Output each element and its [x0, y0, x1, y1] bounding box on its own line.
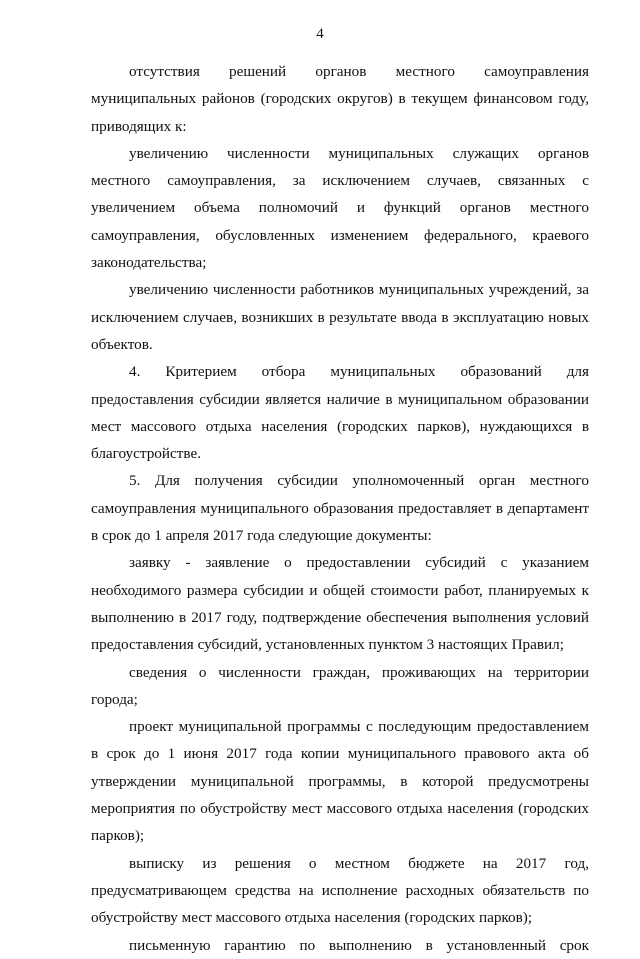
document-body [91, 58, 589, 959]
paragraph-staff-increase: увеличению численности муниципальных служащих органов местного самоуправления, за исключением случаев, связанных с увеличением объема полномочий и функций органов местного самоуправления, обусловленных изменением федерального, краевого законодательства; [91, 144, 589, 272]
paragraph-required-documents: 5. Для получения субсидии уполномоченный орган местного самоуправления муниципального образования предоставляет в департамент в срок до 1 апреля 2017 года следующие документы: [91, 472, 589, 545]
paragraph-written-guarantee: письменную гарантию по выполнению в установленный срок [129, 936, 589, 954]
paragraph-budget-extract: выписку из решения о местном бюджете на 2017 год, предусматривающем средства на исполнение расходных обязательств по обустройству мест массового отдыха населения (городских парков); [91, 854, 589, 927]
paragraph-application: заявку - заявление о предоставлении субсидий с указанием необходимого размера субсидии и общей стоимости работ, планируемых к выполнению в 2017 году, подтверждение обеспечения выполнения условий предоставления субсидий, установленных пунктом 3 настоящих Правил; [91, 554, 589, 654]
page-number: 4 [316, 26, 324, 42]
paragraph-population-info: сведения о численности граждан, проживающих на территории города; [91, 663, 589, 708]
paragraph-municipal-program: проект муниципальной программы с последующим предоставлением в срок до 1 июня 2017 года копии муниципального правового акта об утверждении муниципальной программы, в которой предусмотрены мероприятия по обустройству мест массового отдыха населения (городских парков); [91, 718, 589, 845]
paragraph-selection-criterion: 4. Критерием отбора муниципальных образований для предоставления субсидии является наличие в муниципальном образовании мест массового отдыха населения (городских парков), нуждающихся в благоустройстве. [91, 363, 589, 463]
paragraph-conditions-end: отсутствия решений органов местного самоуправления муниципальных районов (городских округов) в текущем финансовом году, приводящих к: [91, 63, 589, 135]
paragraph-workers-increase: увеличению численности работников муниципальных учреждений, за исключением случаев, возникших в результате ввода в эксплуатацию новых объектов. [91, 281, 589, 353]
